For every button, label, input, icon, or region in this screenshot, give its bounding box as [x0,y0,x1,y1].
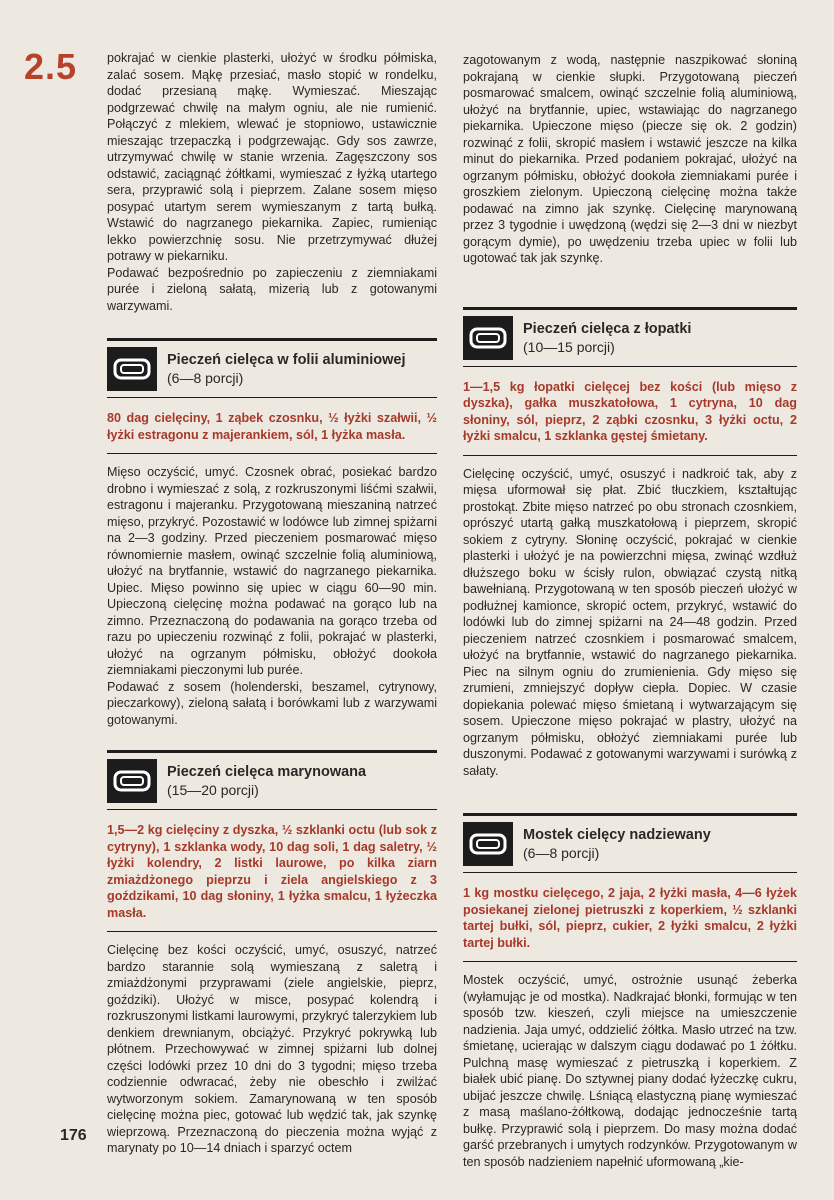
roasting-pan-icon [107,759,157,803]
divider [107,931,437,932]
roasting-pan-icon [107,347,157,391]
recipe-instructions: Cielęcinę oczyścić, umyć, osuszyć i nadkroić tak, aby z mięsa uformował się płat. Zbić tłuczkiem, kształtując prostokąt. Zbite mięso natrzeć po obu stronach czosnkiem, oprószyć utartą gałką muszkatołową i pieprzem, skropić sokiem z cytryny. Słoninę oczyścić, pokrajać w cienkie plasterki i ułożyć je na powierzchni mięsa, zwinąć wzdłuż dłuższego boku w ścisły rulon, obwiązać czystą nitką bawełnianą. Przygotowaną w ten sposób pieczeń ułożyć w podłużnej kamionce, skropić octem, przykryć, wstawić do lodówki lub do zimnej spiżarni na 24—48 godzin. Przed pieczeniem natrzeć czosnkiem i posmarować smalcem, ułożyć na brytfannie, wstawić do nagrzanego piekarnika. Piec na silnym ogniu do zrumienienia. Gdy mięso się zrumieni, zmniejszyć dopływ ciepła. Dopiec. W czasie dopiekania polewać mięso śmietaną i wytwarzającym się sosem. Upieczone mięso pokrajać w plastry, ułożyć na ogrzanym półmisku, obłożyć ziemniakami purée lub duszonymi. Podawać z gotowanymi warzywami i surówką z sałaty. [463,466,797,778]
page-number: 176 [60,1127,87,1144]
roasting-pan-icon [463,316,513,360]
recipe-ingredients: 1—1,5 kg łopatki cielęcej bez kości (lub mięso z dyszka), gałka muszkatołowa, 1 cytryna, 10 dag słoniny, sól, pieprz, 2 ząbki czosnku, 3 łyżki octu, 2 łyżki smalcu, 1 szklanka gęstej śmietany. [463,379,797,443]
recipe-portions: (10—15 porcji) [523,338,615,355]
right-column [463,52,797,1170]
divider [463,961,797,962]
recipe-instructions: Mostek oczyścić, umyć, ostrożnie usunąć żeberka (wyłamując je od mostka). Nadkrajać błonki, formując w ten sposób tzw. kieszeń, czyli miejsce na umieszczenie nadzienia. Jaja umyć, oddzielić żółtka. Masło utrzeć na tzw. śmietanę, ucierając w dalszym ciągu dodawać po 1 żółtku. Pulchną masę wymieszać z pietruszką i koperkiem. Z białek ubić pianę. Do sztywnej piany dodać łyżeczkę cukru, ubijać jeszcze chwilę. Lśniącą elastyczną pianę wymieszać z masą maślano-żółtkową, dodając jednocześnie tartą bułkę. Przyprawić solą i pieprzem. Do masy można dodać garść przebranych i umytych rodzynków. Przygotowanym w ten sposób nadzieniem napełnić uformowaną „kie- [463,973,797,1169]
recipe-ingredients: 1,5—2 kg cielęciny z dyszka, ½ szklanki octu (lub sok z cytryny), 1 szklanka wody, 10 dag soli, 1 dag saletry, ½ łyżki kolendry, 2 listki laurowe, po kilka ziarn zmiażdżonego pieprzu i ziela angielskiego z 3 goździkami, 10 dag słoniny, 1 łyżka smalcu, 1 łyżeczka masła. [107,823,437,920]
recipe-title: Pieczeń cielęca z łopatki [523,320,692,337]
left-intro-serving-text: Podawać bezpośrednio po zapieczeniu z ziemniakami purée i zieloną sałatą, mizerią lub z gotowanymi warzywami. [107,265,437,313]
left-column [107,50,437,1157]
recipe-portions: (6—8 porcji) [167,370,244,386]
recipe-portions: (6—8 porcji) [523,845,600,861]
recipe-header-shoulder [463,307,797,367]
recipe-header-foil [107,338,437,398]
recipe-title: Pieczeń cielęca w folii aluminiowej [167,352,406,368]
recipe-ingredients: 80 dag cielęciny, 1 ząbek czosnku, ½ łyżki szałwii, ½ łyżki estragonu z majerankiem, sól, 1 łyżka masła. [107,411,437,442]
recipe-instructions: Cielęcinę bez kości oczyścić, umyć, osuszyć, natrzeć bardzo starannie solą wymieszaną z saletrą i zmiażdżonymi przyprawami (ziele angielskie, pieprz, goździki). Ułożyć w misce, posypać kolendrą i rozkruszonymi listkami laurowymi, przykryć talerzykiem lub denkiem drewnianym, obciążyć. Przykryć pokrywką lub płótnem. Przechowywać w zimnej spiżarni lub dolnej części lodówki przez 10 dni do 3 tygodni; mięso trzeba codziennie odwracać, żeby nie obeschło i zwilżać wytworzonym sokiem. Zamarynowaną w ten sposób cielęcinę można piec, gotować lub wędzić tak, jak szynkę wieprzową. Przeznaczoną do pieczenia można wyjąć z marynaty po 10—14 dniach i sparzyć octem [107,943,437,1155]
recipe-title: Mostek cielęcy nadziewany [523,827,711,843]
recipe-title: Pieczeń cielęca marynowana [167,764,367,780]
chapter-number: 2.5 [24,46,78,87]
recipe-serving: Podawać z sosem (holenderski, beszamel, cytrynowy, pieczarkowy), zieloną sałatą i borówkami lub z warzywami gotowanymi. [107,679,437,727]
recipe-header-marinated [107,750,437,810]
divider [107,453,437,454]
roasting-pan-icon [463,822,513,866]
recipe-instructions: Mięso oczyścić, umyć. Czosnek obrać, posiekać bardzo drobno i wymieszać z solą, z rozkruszonymi liśćmi szałwii, estragonu i majeranku. Przygotowaną mieszaniną natrzeć mięso, przykryć. Pozostawić w lodówce lub zimnej spiżarni na 2—3 godziny. Przed pieczeniem posmarować mięso równomiernie masłem, owinąć szczelnie folią aluminiową, ułożyć na brytfannie, wstawić do nagrzanego piekarnika. Upiec. Mięso powinno się upiec w ciągu 60—90 min. Upieczoną cielęcinę można podawać na gorąco lub na zimno. Przeznaczoną do podawania na gorąco trzeba od razu po upieczeniu rozwinąć z folii, pokrajać w plasterki, ułożyć na ogrzanym półmisku, obłożyć dookoła ziemniakami pieczonymi lub purée. [107,465,437,677]
recipe-portions: (15—20 porcji) [167,782,259,798]
recipe-header-brisket [463,813,797,873]
divider [463,455,797,456]
left-intro-text: pokrajać w cienkie plasterki, ułożyć w środku półmiska, zalać sosem. Mąkę przesiać, masło stopić w rondelku, dodać przesianą mąkę. Wymieszać. Mieszając podgrzewać chwilę na małym ogniu, ale nie rumienić. Połączyć z mlekiem, wlewać je stopniowo, ustawicznie mieszając trzepaczką i podgrzewając. Gdy sos zawrze, utrzymywać chwilę w stanie wrzenia. Zagęszczony sos odstawić, zaciągnąć żółtkami, wymieszać z łyżką utartego sera, przyprawić solą i pieprzem. Zalane sosem mięso posypać utartym serem wymieszanym z tartą bułką. Wstawić do nagrzanego piekarnika. Zapiec, rumieniąc lekko powierzchnię sosu. Nie przetrzymywać dłużej potrawy w piekarniku. [107,51,437,263]
recipe-ingredients: 1 kg mostku cielęcego, 2 jaja, 2 łyżki masła, 4—6 łyżek posiekanej zielonej pietruszki z koperkiem, ½ szklanki tartej bułki, sól, pieprz, cukier, 2 łyżki smalcu, 2 łyżki tartej bułki. [463,886,797,950]
right-intro-text: zagotowanym z wodą, następnie naszpikować słoniną pokrajaną w cienkie słupki. Przygotowaną pieczeń posmarować smalcem, owinąć szczelnie folią aluminiową, ułożyć na brytfannie, upiec, wstawiając do nagrzanego piekarnika. Upieczone mięso (piecze się ok. 2 godzin) rozwinąć z folii, skropić masłem i wstawić jeszcze na kilka minut do piekarnika. Przed podaniem pokrajać, ułożyć na ogrzanym półmisku, obłożyć dookoła ziemniakami purée i groszkiem zielonym. Upieczoną cielęcinę można także podawać na zimno jak szynkę. Cielęcinę marynowaną przez 3 tygodnie i uwędzoną (wędzi się 2—3 dni w niezbyt gorącym dymie), po uwędzeniu trzeba upiec w folii lub ugotować tak jak szynkę. [463,53,797,265]
